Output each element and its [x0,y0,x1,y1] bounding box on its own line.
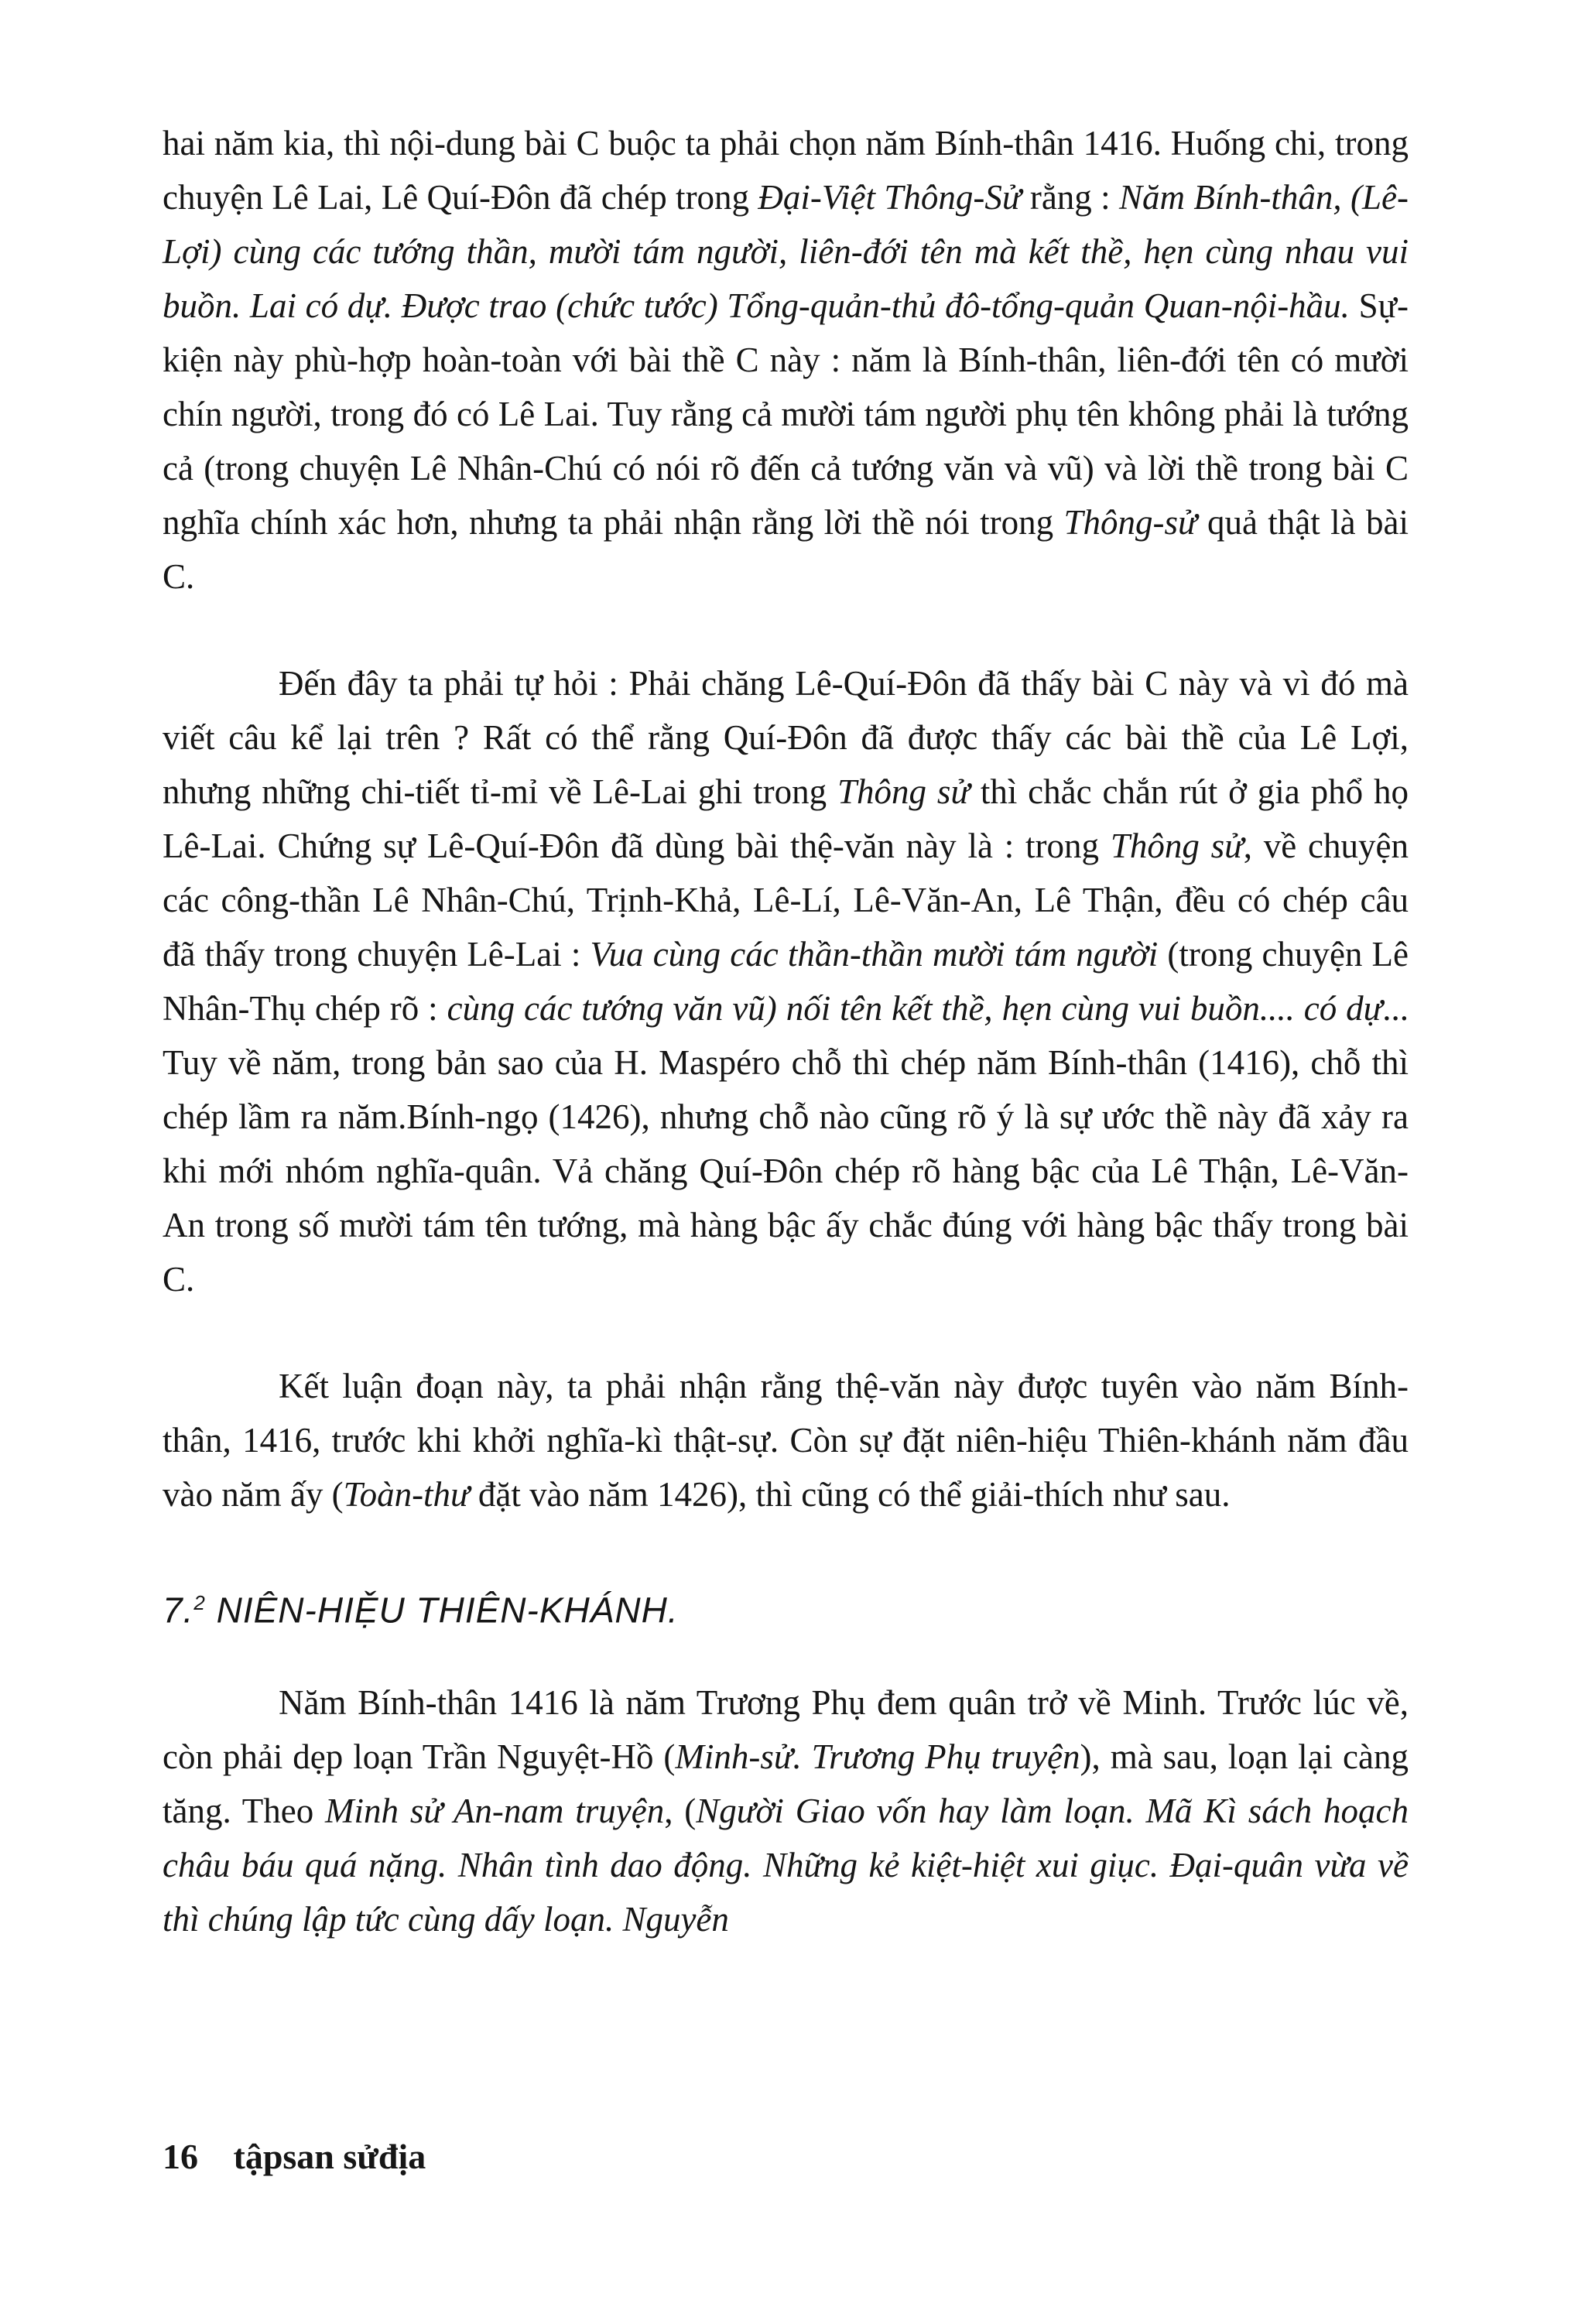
italic-run: Thông sử [1110,827,1244,865]
italic-run: Người Giao vốn hay làm loạn. Mã Kì sách hoạch châu báu quá nặng. Nhân tình dao động. Những kẻ kiệt-hiệt xui giục. Đại-quân vừa về thì chúng lập tức cùng dấy loạn. Nguyễn [163,1792,1409,1939]
italic-run: Thông-sử [1063,503,1197,542]
italic-run: Năm Bính-thân, (Lê-Lợi) cùng các tướng thần, mười tám người, liên-đới tên mà kết thề, hẹn cùng nhau vui buồn. Lai có dự. Được trao (chức tước) Tổng-quản-thủ đô-tổng-quản Quan-nội-hầu. [163,178,1409,325]
text-run: , ( [664,1792,697,1831]
text-run: , về chuyện các công-thần Lê Nhân-Chú, Trịnh-Khả, Lê-Lí, Lê-Văn-An, Lê Thận, đều có chép câu đã thấy trong chuyện Lê-Lai : [163,827,1409,974]
section-title: NIÊN-HIỆU THIÊN-KHÁNH. [216,1590,679,1631]
text-run: Kết luận đoạn này, ta phải nhận rằng thệ-văn này được tuyên vào năm Bính-thân, 1416, trước khi khởi nghĩa-kì thật-sự. Còn sự đặt niên-hiệu Thiên-khánh năm đầu vào năm ấy ( [163,1367,1409,1514]
italic-run: Minh sử An-nam truyện [325,1792,665,1831]
publication-name: tậpsan sửđịa [233,2137,426,2176]
text-run: hai năm kia, thì nội-dung bài C buộc ta phải chọn năm Bính-thân 1416. Huống chi, trong chuyện Lê Lai, Lê Quí-Đôn đã chép trong [163,124,1409,217]
text-run: (trong chuyện Lê Nhân-Thụ chép rõ : [163,935,1409,1028]
italic-run: Toàn-thư [343,1475,470,1514]
text-run: đặt vào năm 1426), thì cũng có thể giải-thích như sau. [469,1475,1231,1514]
paragraph-2 [163,656,1409,1306]
italic-run: Minh-sử. Trương Phụ truyện [675,1737,1080,1777]
italic-run: Thông sử [837,772,970,811]
text-run: rằng : [1021,178,1120,217]
page-number: 16 [163,2137,198,2176]
paragraph-4 [163,1675,1409,1946]
text-run: Đến đây ta phải tự hỏi : Phải chăng Lê-Quí-Đôn đã thấy bài C này và vì đó mà viết câu kể lại trên ? Rất có thể rằng Quí-Đôn đã được thấy các bài thề của Lê Lợi, nhưng những chi-tiết tỉ-mỉ về Lê-Lai ghi trong [163,664,1409,811]
section-number: 7. [163,1590,194,1631]
italic-run: Vua cùng các thần-thần mười tám người [590,935,1159,974]
paragraph-1 [163,116,1409,604]
text-run: thì chắc chắn rút ở gia phổ họ Lê-Lai. Chứng sự Lê-Quí-Đôn đã dùng bài thệ-văn này là : trong [163,772,1409,865]
paragraph-3 [163,1359,1409,1521]
section-number-sup: 2 [193,1591,206,1614]
text-run: Sự-kiện này phù-hợp hoàn-toàn với bài thề C này : năm là Bính-thân, liên-đới tên có mười chín người, trong đó có Lê Lai. Tuy rằng cả mười tám người phụ tên không phải là tướng cả (trong chuyện Lê Nhân-Chú có nói rõ đến cả tướng văn và vũ) và lời thề trong bài C nghĩa chính xác hơn, nhưng ta phải nhận rằng lời thề nói trong [163,286,1409,542]
document-page [163,116,1409,1946]
section-heading [163,1576,1409,1637]
italic-run: cùng các tướng văn vũ) nối tên kết thề, hẹn cùng vui buồn.... có dự [447,989,1383,1028]
text-run: ), mà sau, loạn lại càng tăng. Theo [163,1737,1409,1831]
text-run: Năm Bính-thân 1416 là năm Trương Phụ đem quân trở về Minh. Trước lúc về, còn phải dẹp loạn Trần Nguyệt-Hồ ( [163,1683,1409,1777]
text-run: ... Tuy về năm, trong bản sao của H. Maspéro chỗ thì chép năm Bính-thân (1416), chỗ thì chép lầm ra năm.Bính-ngọ (1426), nhưng chỗ nào cũng rõ ý là sự ước thề này đã xảy ra khi mới nhóm nghĩa-quân. Vả chăng Quí-Đôn chép rõ hàng bậc của Lê Thận, Lê-Văn-An trong số mười tám tên tướng, mà hàng bậc ấy chắc đúng với hàng bậc thấy trong bài C. [163,989,1409,1299]
italic-run: Đại-Việt Thông-Sử [758,178,1022,217]
text-run: quả thật là bài C. [163,503,1409,596]
page-footer [163,2136,426,2177]
